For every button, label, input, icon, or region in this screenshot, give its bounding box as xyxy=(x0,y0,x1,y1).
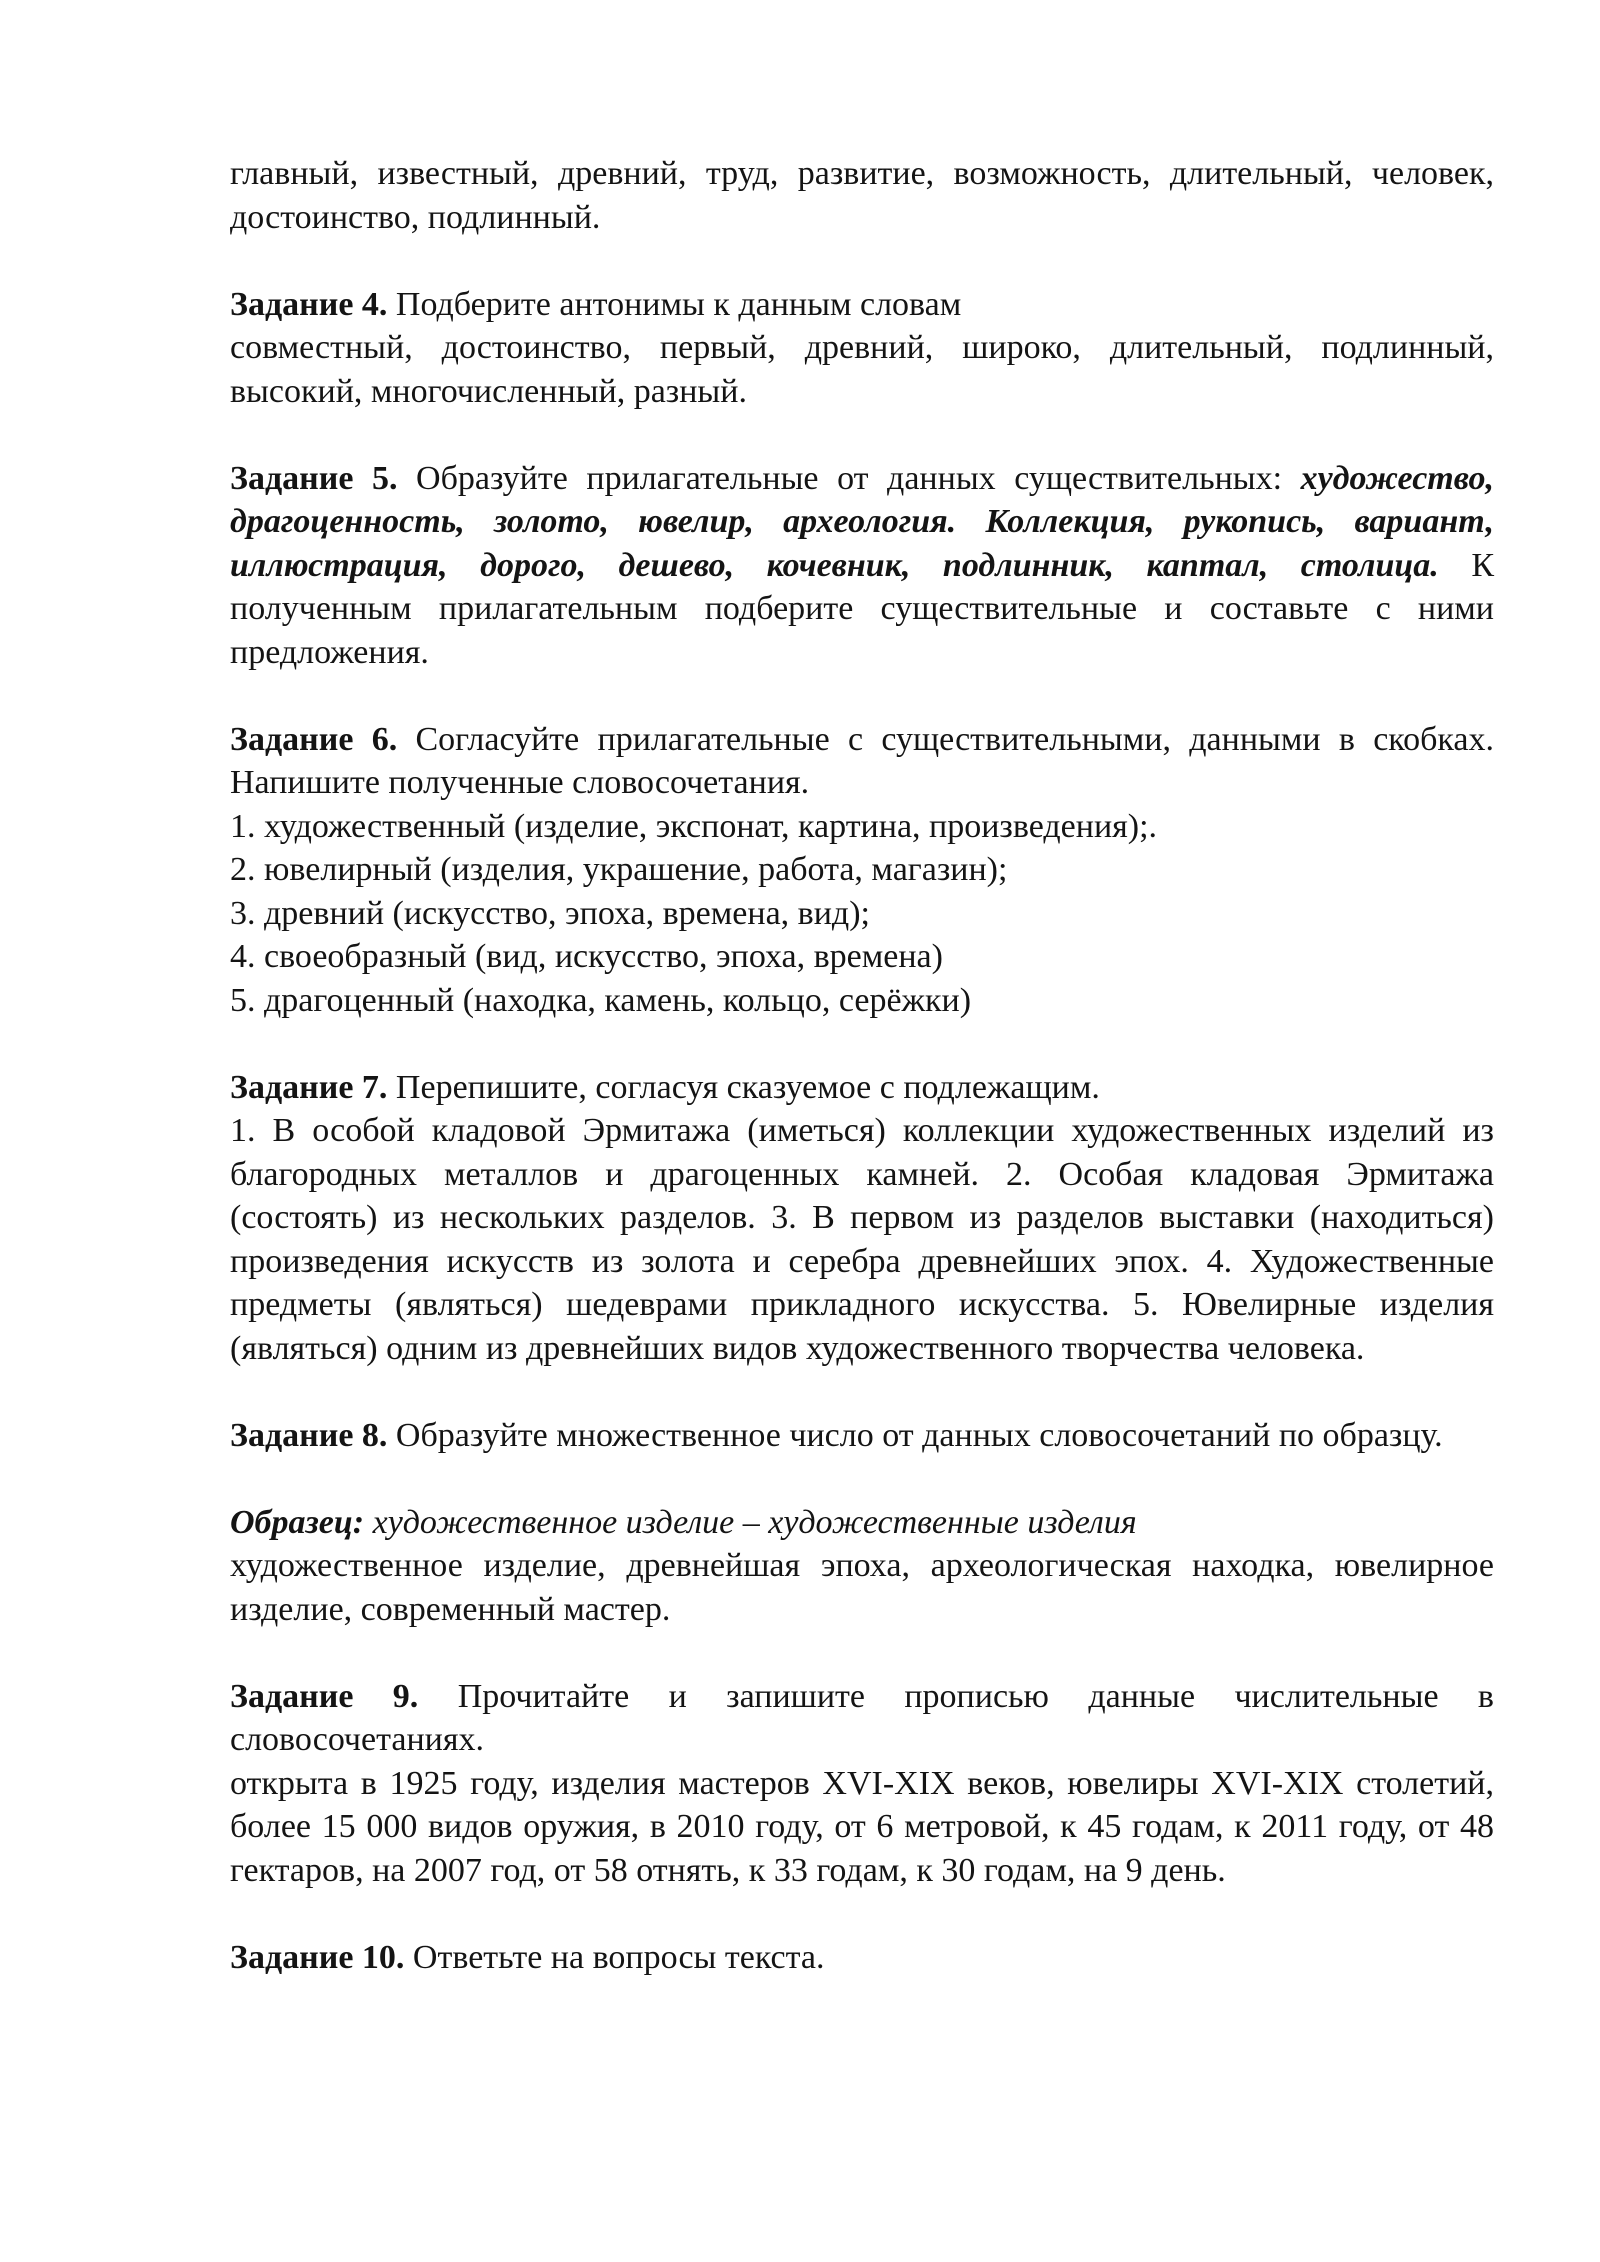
list-item: 5. драгоценный (находка, камень, кольцо, серёжки) xyxy=(230,981,972,1019)
task-5-word-list: художество, драгоценность, золото, ювелир, археология. Коллекция, рукопись, вариант, иллюстрация, дорого, дешево, кочевник, подлинник, каптал, столица. xyxy=(230,459,1494,584)
task-4-label: Задание 4. xyxy=(230,285,388,323)
task-10 xyxy=(230,1936,1494,1980)
task-4-instruction xyxy=(230,283,1494,327)
task-8-instruction xyxy=(230,1414,1494,1458)
task-7 xyxy=(230,1066,1494,1371)
task-5-instruction xyxy=(230,457,1494,675)
spacer xyxy=(230,413,1494,457)
task-5-label: Задание 5. xyxy=(230,459,398,497)
task-4 xyxy=(230,283,1494,414)
task-6 xyxy=(230,718,1494,1023)
task-8-sample-label: Образец: xyxy=(230,1503,365,1541)
task-8 xyxy=(230,1414,1494,1632)
task-4-word-list: совместный, достоинство, первый, древний, широко, длительный, подлинный, высокий, многочисленный, разный. xyxy=(230,329,1494,410)
task-10-instruction xyxy=(230,1936,1494,1980)
spacer xyxy=(230,674,1494,718)
task-4-text: Подберите антонимы к данным словам xyxy=(387,285,962,323)
spacer xyxy=(230,1457,1494,1501)
task-7-text: Перепишите, согласуя сказуемое с подлежащим. xyxy=(387,1068,1100,1106)
task-7-instruction xyxy=(230,1066,1494,1110)
task-8-label: Задание 8. xyxy=(230,1416,388,1454)
task-7-label: Задание 7. xyxy=(230,1068,388,1106)
task-6-label: Задание 6. xyxy=(230,720,398,758)
list-item: 3. древний (искусство, эпоха, времена, вид); xyxy=(230,894,870,932)
spacer xyxy=(230,239,1494,283)
task-5 xyxy=(230,457,1494,675)
document-page xyxy=(230,152,1494,1979)
task-8-sample-text: художественное изделие – художественные изделия xyxy=(364,1503,1137,1541)
task-9-label: Задание 9. xyxy=(230,1677,419,1715)
task-8-sample xyxy=(230,1501,1494,1545)
list-item: 1. художественный (изделие, экспонат, картина, произведения);. xyxy=(230,807,1158,845)
task-9-text: Прочитайте и запишите прописью данные числительные в словосочетаниях. xyxy=(230,1677,1494,1758)
task-10-label: Задание 10. xyxy=(230,1938,405,1976)
spacer xyxy=(230,1631,1494,1675)
spacer xyxy=(230,1370,1494,1414)
list-item: 2. ювелирный (изделия, украшение, работа, магазин); xyxy=(230,851,1008,888)
task-9 xyxy=(230,1675,1494,1893)
task-6-instruction xyxy=(230,718,1494,805)
task-8-text: Образуйте множественное число от данных словосочетаний по образцу. xyxy=(387,1416,1443,1454)
task-9-body: открыта в 1925 году, изделия мастеров XVI-XIX веков, ювелиры XVI-XIX столетий, более 15 000 видов оружия, в 2010 году, от 6 метровой, к 45 годам, к 2011 году, от 48 гектаров, на 2007 год, от 58 отнять, к 33 годам, к 30 годам, на 9 день. xyxy=(230,1764,1494,1889)
spacer xyxy=(230,1022,1494,1066)
task-9-instruction xyxy=(230,1675,1494,1762)
task-6-text: Согласуйте прилагательные с существительными, данными в скобках. Напишите полученные словосочетания. xyxy=(230,720,1494,801)
task-10-text: Ответьте на вопросы текста. xyxy=(404,1938,825,1976)
task-8-word-list: художественное изделие, древнейшая эпоха, археологическая находка, ювелирное изделие, современный мастер. xyxy=(230,1547,1494,1628)
intro-word-list: главный, известный, древний, труд, развитие, возможность, длительный, человек, достоинство, подлинный. xyxy=(230,155,1494,236)
list-item: 4. своеобразный (вид, искусство, эпоха, времена) xyxy=(230,938,943,975)
task-5-text: Образуйте прилагательные от данных существительных: xyxy=(397,459,1301,497)
spacer xyxy=(230,1892,1494,1936)
task-5-followup: К полученным прилагательным подберите существительные и составьте с ними предложения. xyxy=(230,546,1494,671)
task-7-body: 1. В особой кладовой Эрмитажа (иметься) коллекции художественных изделий из благородных металлов и драгоценных камней. 2. Особая кладовая Эрмитажа (состоять) из нескольких разделов. 3. В первом из разделов выставки (находиться) произведения искусств из золота и серебра древнейших эпох. 4. Художественные предметы (являться) шедеврами прикладного искусства. 5. Ювелирные изделия (являться) одним из древнейших видов художественного творчества человека. xyxy=(230,1112,1494,1367)
